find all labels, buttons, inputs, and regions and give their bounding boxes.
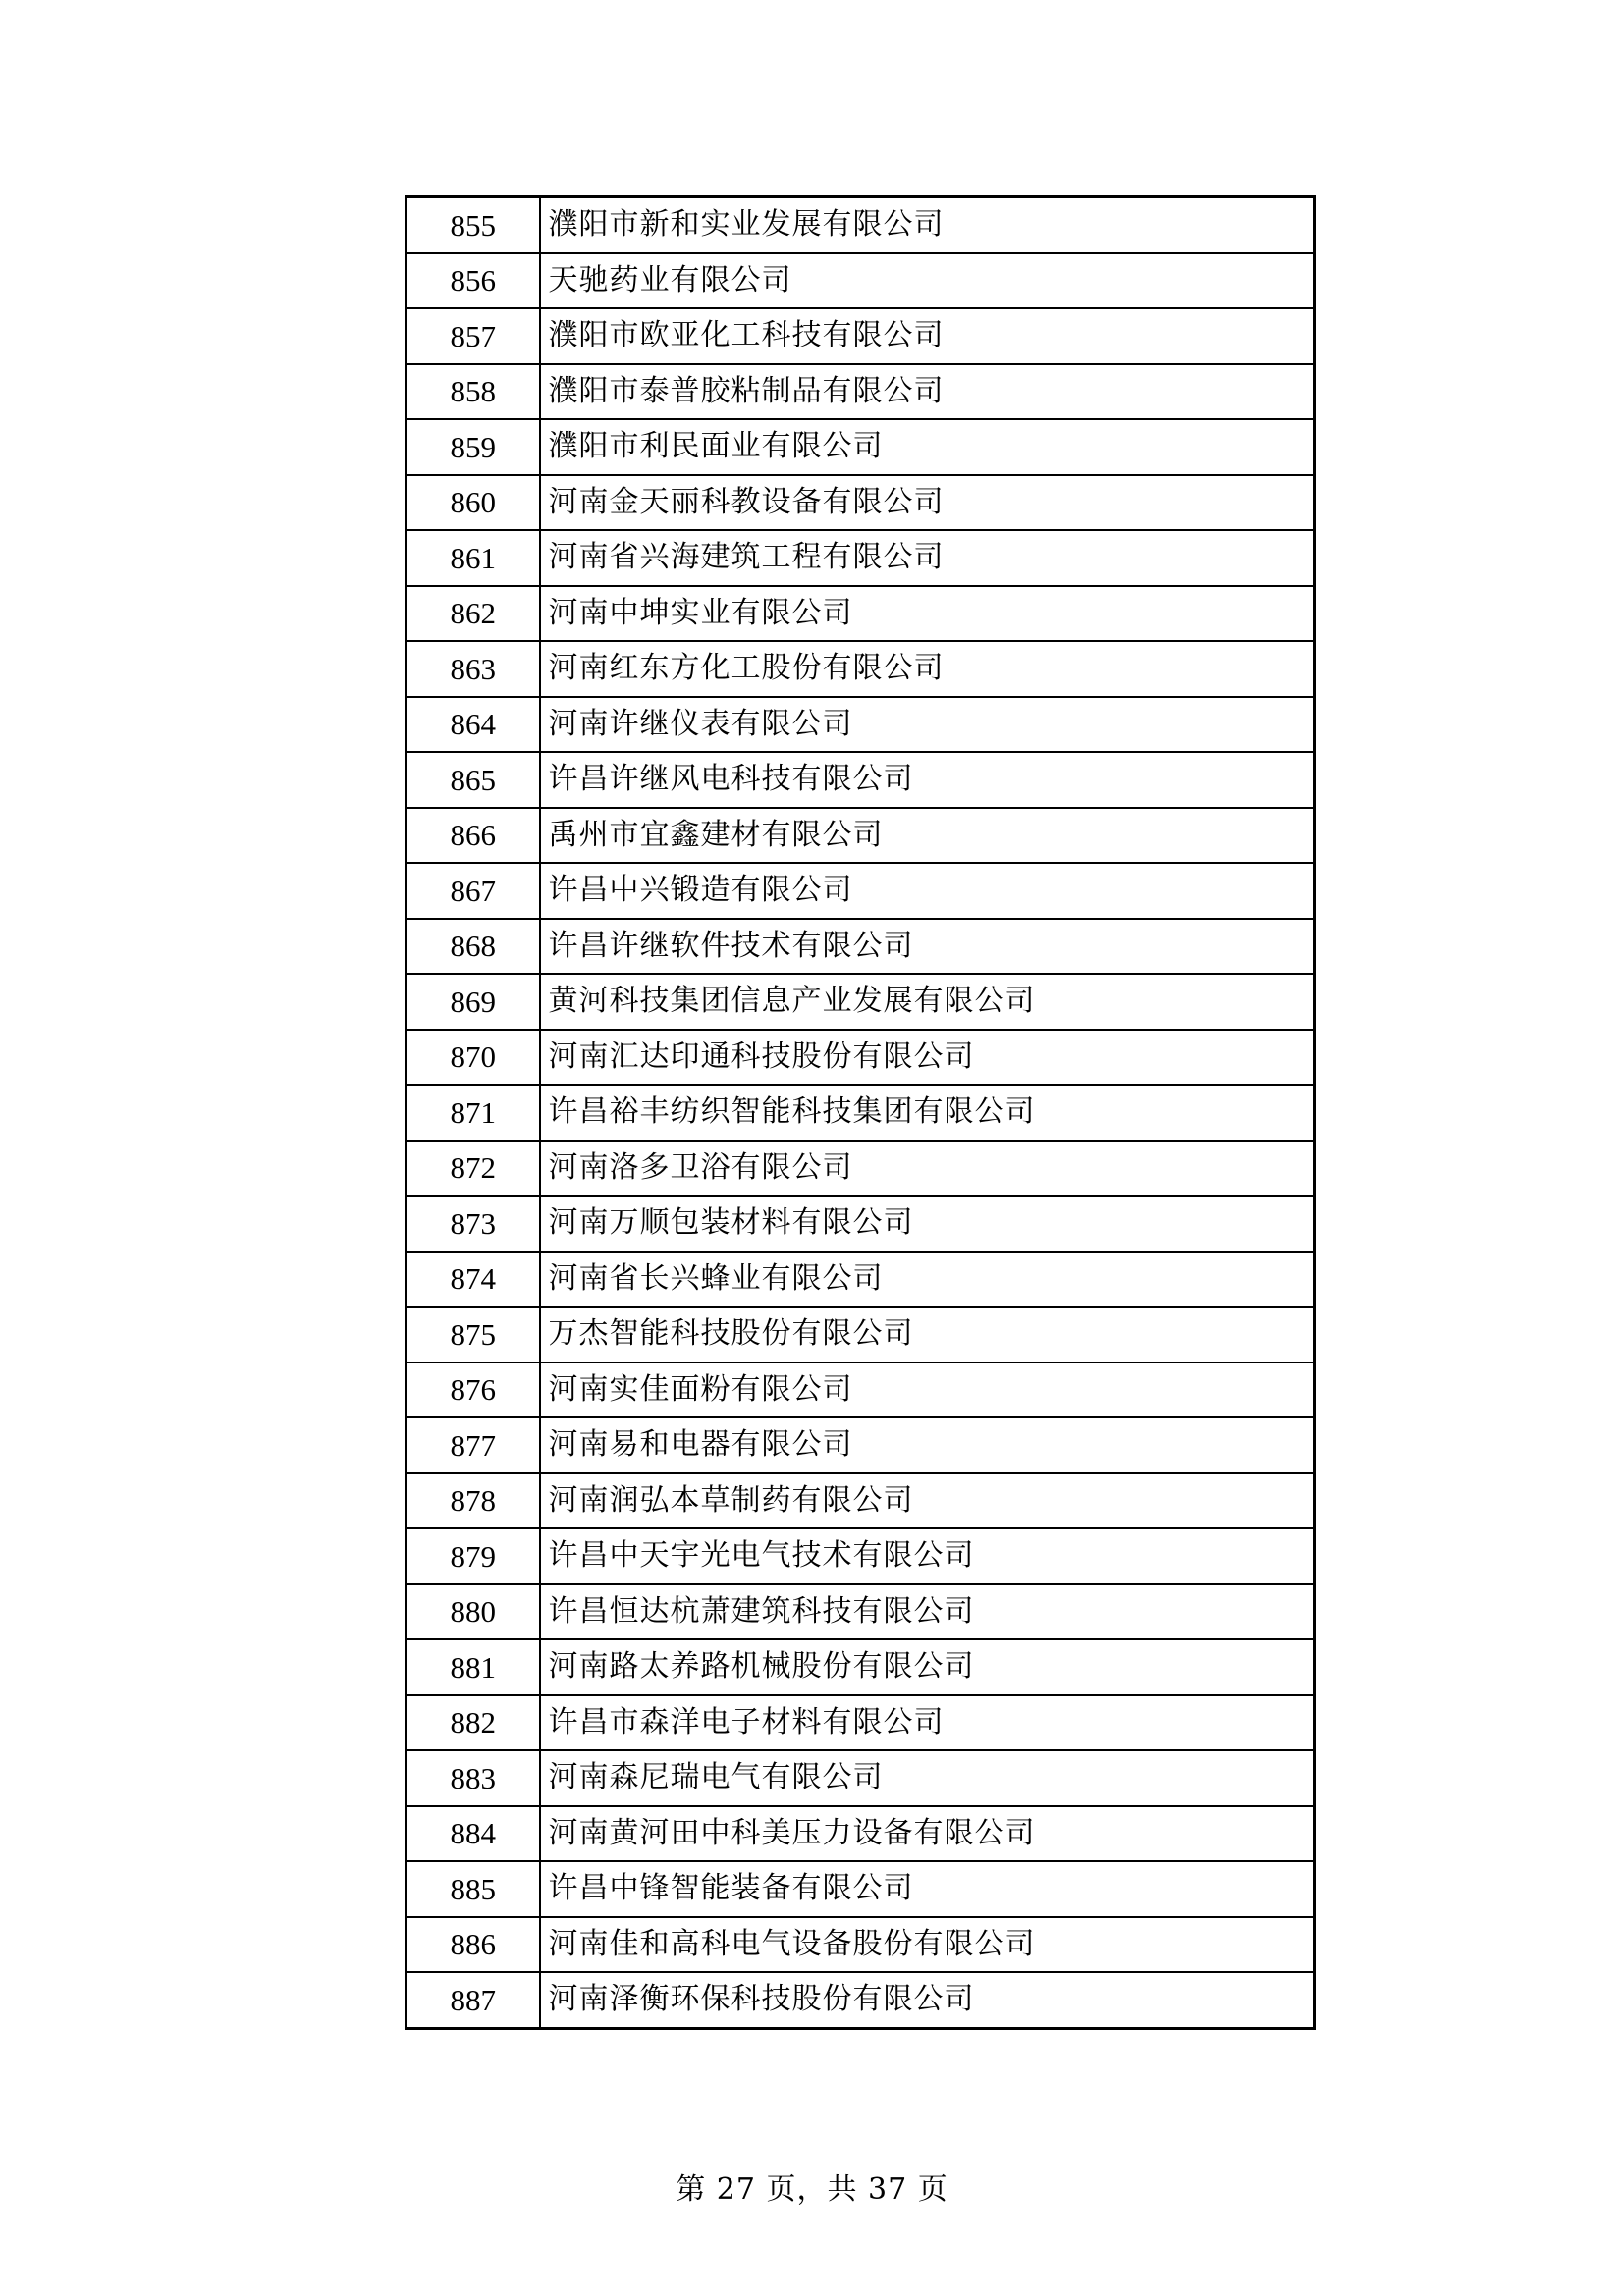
company-name: 河南润弘本草制药有限公司 [540, 1473, 1315, 1529]
row-number: 856 [406, 253, 540, 309]
row-number: 865 [406, 752, 540, 808]
table-row [406, 586, 1315, 642]
table-row [406, 1252, 1315, 1308]
table-row [406, 808, 1315, 864]
table-row [406, 1085, 1315, 1141]
table-row [406, 752, 1315, 808]
company-name: 河南汇达印通科技股份有限公司 [540, 1030, 1315, 1086]
company-name: 许昌中天宇光电气技术有限公司 [540, 1528, 1315, 1584]
row-number: 887 [406, 1972, 540, 2028]
row-number: 858 [406, 364, 540, 420]
row-number: 885 [406, 1861, 540, 1917]
company-name: 许昌市森洋电子材料有限公司 [540, 1695, 1315, 1751]
table-row [406, 1196, 1315, 1252]
table-row [406, 253, 1315, 309]
row-number: 883 [406, 1750, 540, 1806]
row-number: 859 [406, 419, 540, 475]
row-number: 867 [406, 863, 540, 919]
company-name: 河南佳和高科电气设备股份有限公司 [540, 1917, 1315, 1973]
table-body [406, 197, 1315, 2029]
row-number: 878 [406, 1473, 540, 1529]
table-row [406, 1806, 1315, 1862]
table-row [406, 1639, 1315, 1695]
company-name: 天驰药业有限公司 [540, 253, 1315, 309]
table-row [406, 364, 1315, 420]
row-number: 866 [406, 808, 540, 864]
table-row [406, 974, 1315, 1030]
row-number: 872 [406, 1141, 540, 1197]
table-row [406, 1030, 1315, 1086]
row-number: 868 [406, 919, 540, 975]
row-number: 882 [406, 1695, 540, 1751]
company-name: 河南森尼瑞电气有限公司 [540, 1750, 1315, 1806]
company-name: 濮阳市欧亚化工科技有限公司 [540, 308, 1315, 364]
company-name: 河南路太养路机械股份有限公司 [540, 1639, 1315, 1695]
row-number: 881 [406, 1639, 540, 1695]
row-number: 863 [406, 641, 540, 697]
company-name: 禹州市宜鑫建材有限公司 [540, 808, 1315, 864]
table-row [406, 1695, 1315, 1751]
table-row [406, 1917, 1315, 1973]
company-name: 河南黄河田中科美压力设备有限公司 [540, 1806, 1315, 1862]
row-number: 870 [406, 1030, 540, 1086]
company-name: 濮阳市泰普胶粘制品有限公司 [540, 364, 1315, 420]
row-number: 875 [406, 1307, 540, 1362]
row-number: 877 [406, 1417, 540, 1473]
company-name: 河南泽衡环保科技股份有限公司 [540, 1972, 1315, 2028]
company-name: 濮阳市利民面业有限公司 [540, 419, 1315, 475]
table-row [406, 1861, 1315, 1917]
row-number: 879 [406, 1528, 540, 1584]
row-number: 874 [406, 1252, 540, 1308]
table-row [406, 1528, 1315, 1584]
company-name: 河南洛多卫浴有限公司 [540, 1141, 1315, 1197]
company-name: 河南实佳面粉有限公司 [540, 1362, 1315, 1418]
row-number: 862 [406, 586, 540, 642]
table-row [406, 308, 1315, 364]
row-number: 871 [406, 1085, 540, 1141]
company-name: 黄河科技集团信息产业发展有限公司 [540, 974, 1315, 1030]
page-footer: 第 27 页，共 37 页 [676, 2172, 948, 2207]
table-row [406, 1307, 1315, 1362]
table-row [406, 530, 1315, 586]
table-row [406, 419, 1315, 475]
row-number: 873 [406, 1196, 540, 1252]
row-number: 886 [406, 1917, 540, 1973]
table-row [406, 919, 1315, 975]
row-number: 880 [406, 1584, 540, 1640]
row-number: 861 [406, 530, 540, 586]
company-name: 许昌恒达杭萧建筑科技有限公司 [540, 1584, 1315, 1640]
table-row [406, 1473, 1315, 1529]
company-name: 河南金天丽科教设备有限公司 [540, 475, 1315, 531]
row-number: 869 [406, 974, 540, 1030]
company-list-table-wrap [405, 195, 1313, 2030]
company-name: 河南省兴海建筑工程有限公司 [540, 530, 1315, 586]
company-name: 濮阳市新和实业发展有限公司 [540, 197, 1315, 253]
company-name: 河南易和电器有限公司 [540, 1417, 1315, 1473]
company-name: 河南许继仪表有限公司 [540, 697, 1315, 753]
row-number: 855 [406, 197, 540, 253]
company-name: 河南万顺包装材料有限公司 [540, 1196, 1315, 1252]
company-list-table [405, 195, 1316, 2030]
table-row [406, 1417, 1315, 1473]
table-row [406, 475, 1315, 531]
company-name: 许昌许继软件技术有限公司 [540, 919, 1315, 975]
row-number: 876 [406, 1362, 540, 1418]
table-row [406, 1141, 1315, 1197]
table-row [406, 197, 1315, 253]
company-name: 许昌中兴锻造有限公司 [540, 863, 1315, 919]
company-name: 河南红东方化工股份有限公司 [540, 641, 1315, 697]
row-number: 864 [406, 697, 540, 753]
table-row [406, 863, 1315, 919]
table-row [406, 1972, 1315, 2028]
company-name: 河南省长兴蜂业有限公司 [540, 1252, 1315, 1308]
company-name: 许昌裕丰纺织智能科技集团有限公司 [540, 1085, 1315, 1141]
row-number: 860 [406, 475, 540, 531]
table-row [406, 1584, 1315, 1640]
table-row [406, 697, 1315, 753]
row-number: 884 [406, 1806, 540, 1862]
company-name: 万杰智能科技股份有限公司 [540, 1307, 1315, 1362]
company-name: 许昌许继风电科技有限公司 [540, 752, 1315, 808]
row-number: 857 [406, 308, 540, 364]
table-row [406, 1362, 1315, 1418]
table-row [406, 1750, 1315, 1806]
company-name: 河南中坤实业有限公司 [540, 586, 1315, 642]
company-name: 许昌中锋智能装备有限公司 [540, 1861, 1315, 1917]
table-row [406, 641, 1315, 697]
